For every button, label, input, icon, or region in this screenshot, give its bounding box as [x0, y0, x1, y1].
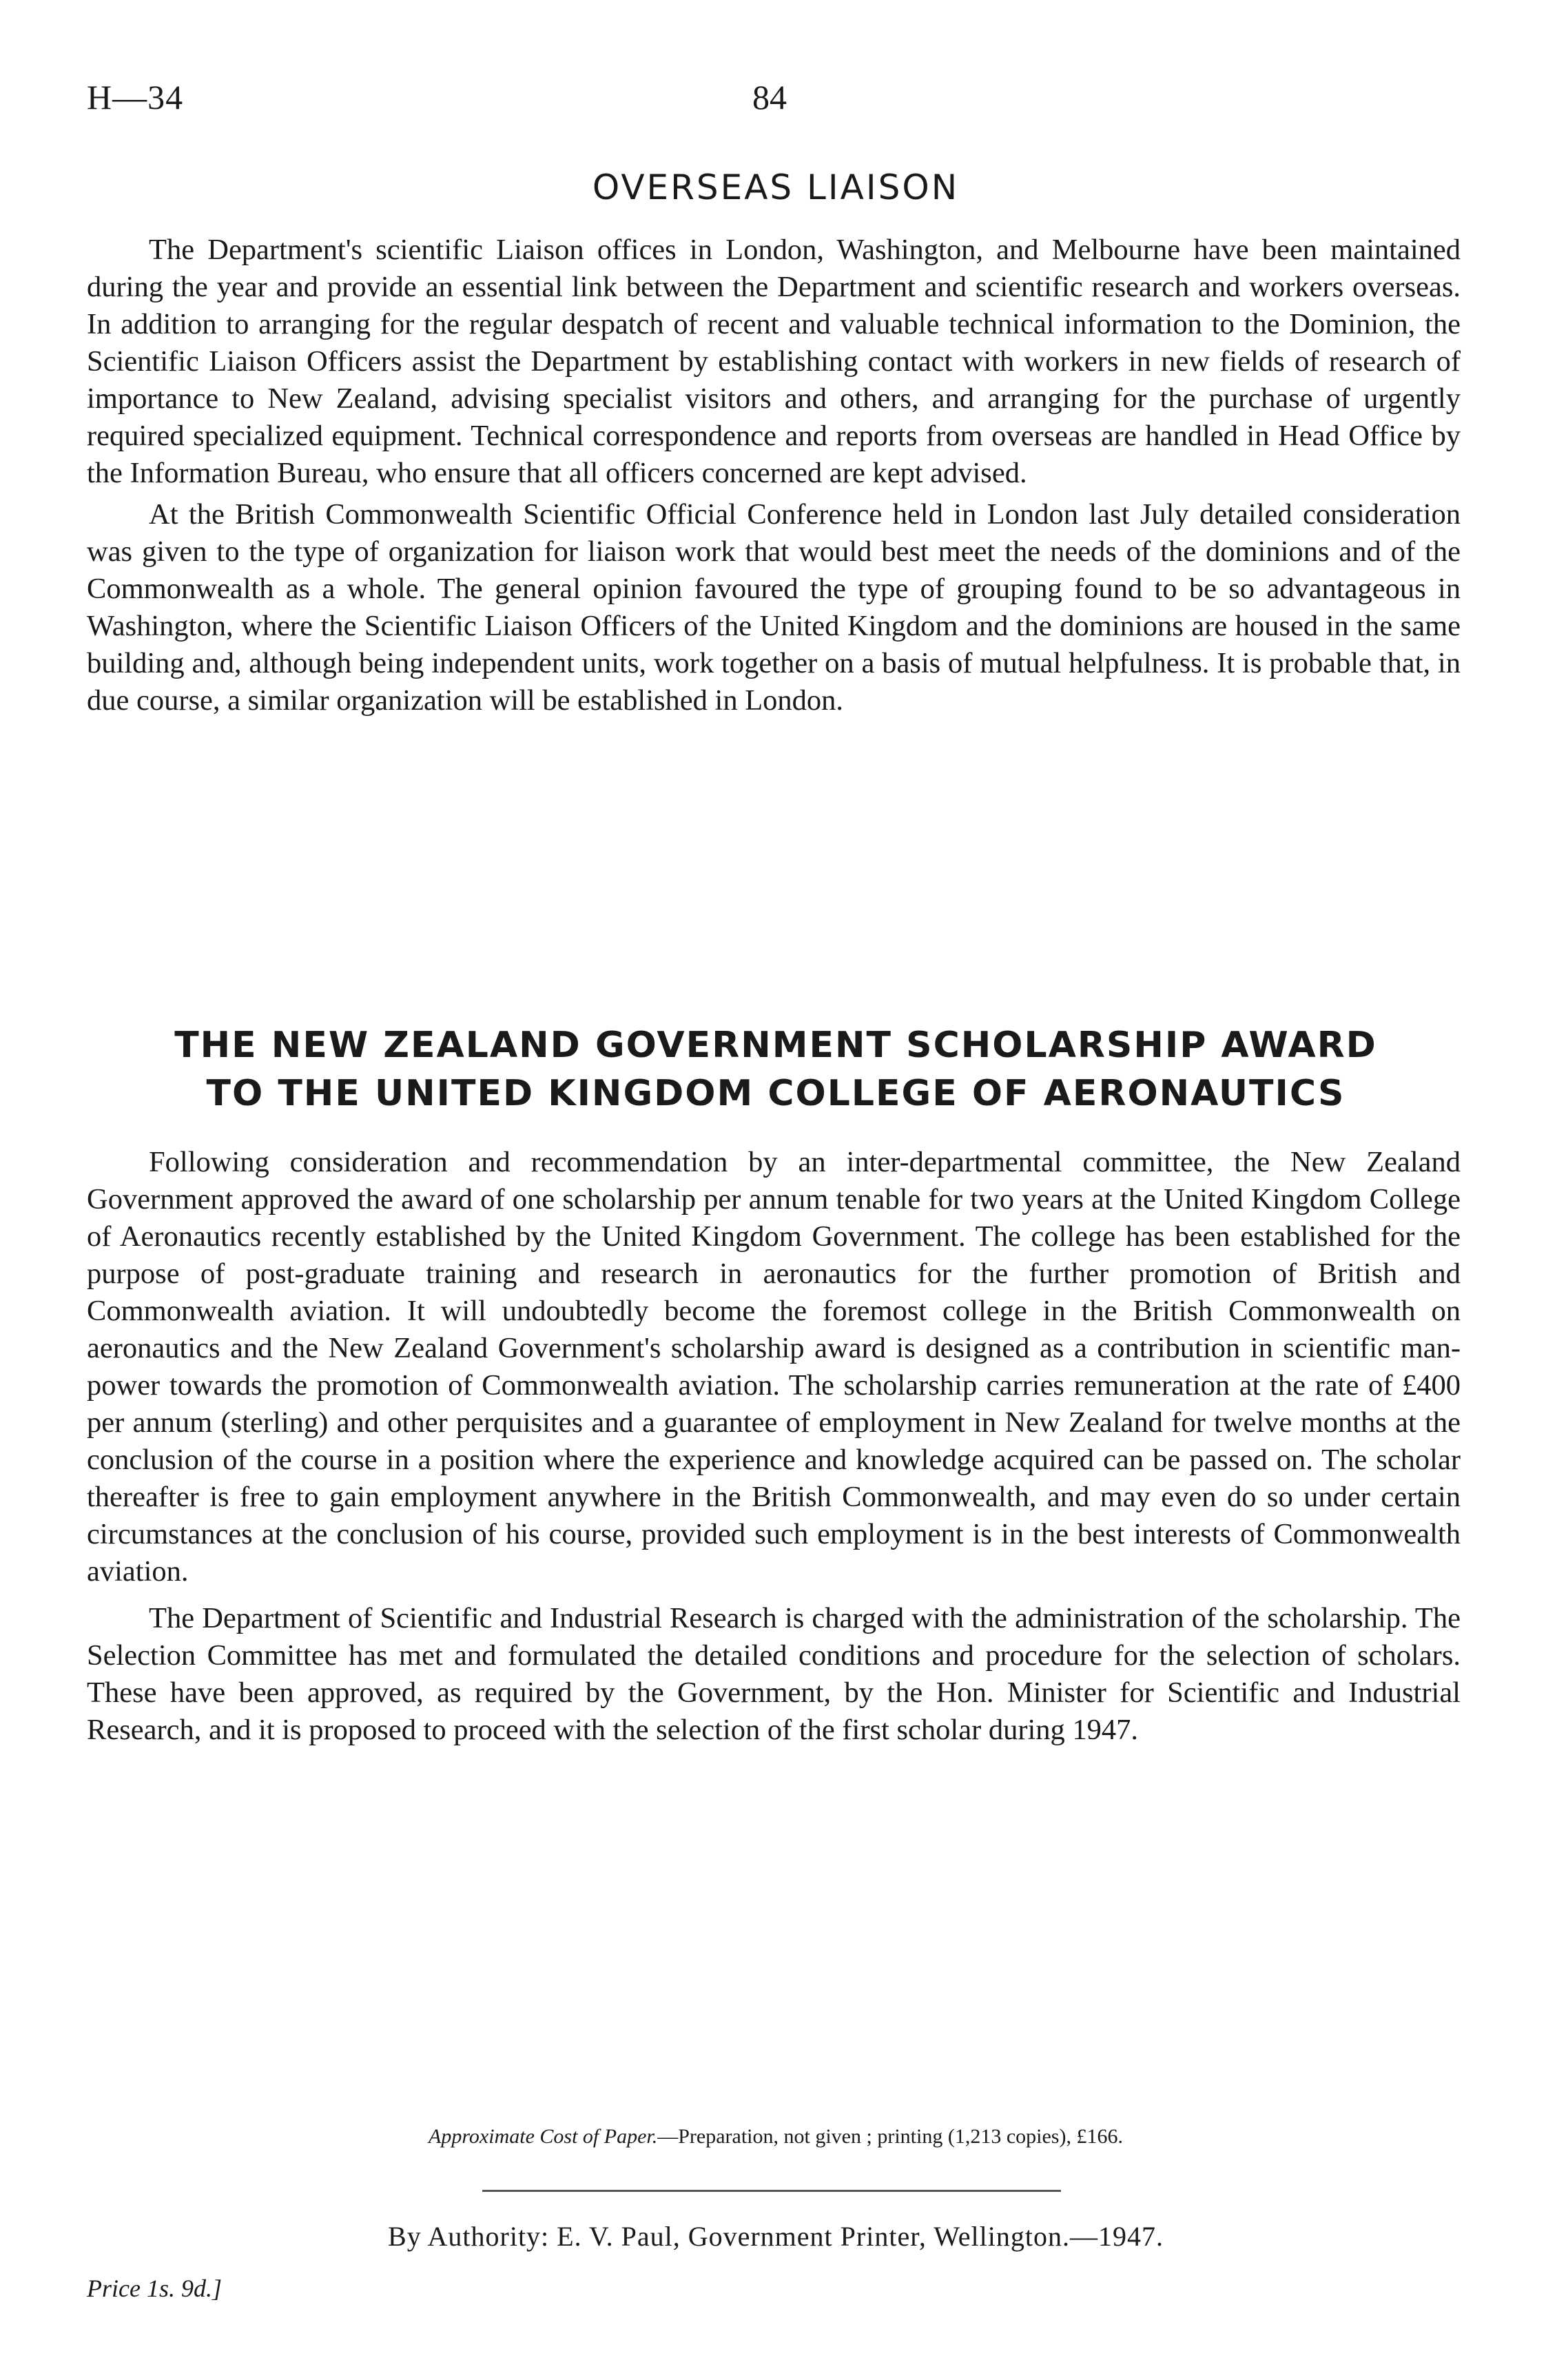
overseas-liaison-heading: OVERSEAS LIAISON: [592, 167, 960, 207]
cost-note: [87, 2125, 1465, 2148]
page-ref: H—34: [87, 78, 184, 116]
paragraph: The Department's scientific Liaison offices in London, Washington, and Melbourne have been maintained during the year and provide an essential link between the Department and scientific research and workers overseas. In addition to arranging for the regular despatch of recent and valuable technical information to the Dominion, the Scientific Liaison Officers assist the Department by establishing contact with workers in new fields of research of importance to New Zealand, advising specialist visitors and others, and arranging for the purchase of urgently required specialized equipment. Technical correspondence and reports from overseas are handled in Head Office by the Information Bureau, who ensure that all officers concerned are kept advised.: [87, 234, 1461, 489]
footer-rule: [482, 2190, 1061, 2192]
scholarship-heading-line-1: THE NEW ZEALAND GOVERNMENT SCHOLARSHIP AWARD: [174, 1025, 1377, 1066]
paragraph: The Department of Scientific and Industrial Research is charged with the administration of the scholarship. The Selection Committee has met and formulated the detailed conditions and procedure for the selection of scholars. These have been approved, as required by the Government, by the Hon. Minister for Scientific and Industrial Research, and it is proposed to proceed with the selection of the first scholar during 1947.: [87, 1602, 1461, 1746]
cost-details: —Preparation, not given ; printing (1,213 copies), £166.: [657, 2125, 1123, 2148]
price-label: Price 1s. 9d.]: [87, 2275, 222, 2302]
overseas-liaison-body: [87, 232, 1461, 719]
page-number: 84: [752, 78, 787, 116]
paragraph: At the British Commonwealth Scientific Official Conference held in London last July detailed consideration was given to the type of organization for liaison work that would best meet the needs of the dominions and of the Commonwealth as a whole. The general opinion favoured the type of grouping found to be so advantageous in Washington, where the Scientific Liaison Officers of the United Kingdom and the dominions are housed in the same building and, although being independent units, work together on a basis of mutual helpfulness. It is probable that, in due course, a similar organization will be established in London.: [87, 498, 1461, 717]
scholarship-heading: [87, 1021, 1465, 1118]
cost-label: Approximate Cost of Paper.: [429, 2125, 658, 2148]
authority-line: By Authority: E. V. Paul, Government Printer, Wellington.—1947.: [388, 2221, 1164, 2252]
scholarship-heading-line-2: TO THE UNITED KINGDOM COLLEGE OF AERONAUTICS: [206, 1073, 1346, 1114]
scholarship-body: [87, 1144, 1461, 1749]
paragraph: Following consideration and recommendation by an inter-departmental committee, the New Zealand Government approved the award of one scholarship per annum tenable for two years at the United Kingdom College of Aeronautics recently established by the United Kingdom Government. The college has been established for the purpose of post-graduate training and research in aeronautics for the further promotion of British and Commonwealth aviation. It will undoubtedly become the foremost college in the British Commonwealth on aeronautics and the New Zealand Government's scholarship award is designed as a contribution in scientific man-power towards the promotion of Commonwealth aviation. The scholarship carries remuneration at the rate of £400 per annum (sterling) and other perquisites and a guarantee of employment in New Zealand for twelve months at the conclusion of the course in a position where the experience and knowledge acquired can be passed on. The scholar thereafter is free to gain employment anywhere in the British Commonwealth, and may even do so under certain circumstances at the conclusion of his course, provided such employment is in the best interests of Commonwealth aviation.: [87, 1146, 1461, 1588]
